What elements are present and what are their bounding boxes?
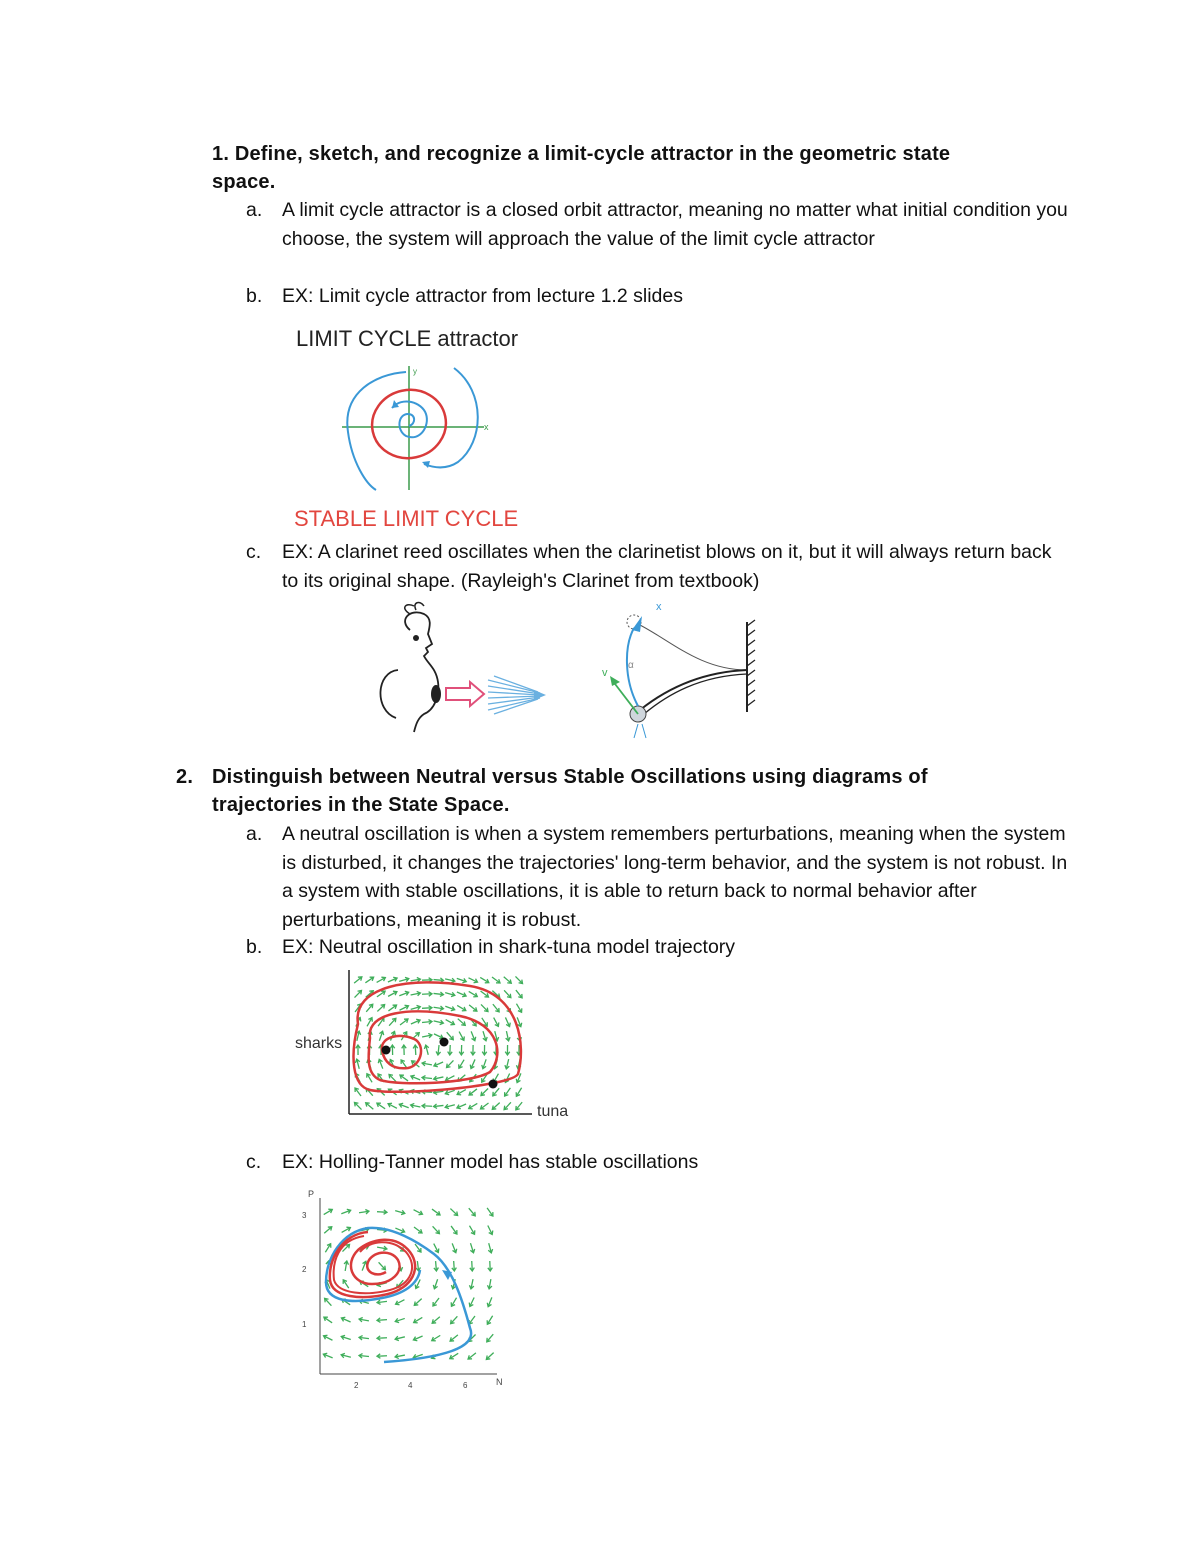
vector-arrow-icon — [422, 1006, 432, 1011]
outer-trajectory-right — [424, 368, 478, 468]
vector-arrow-icon — [486, 1353, 493, 1360]
vector-arrow-icon — [388, 1103, 397, 1108]
vector-arrow-icon — [402, 1045, 407, 1055]
vector-arrow-icon — [366, 1004, 373, 1012]
vector-arrow-icon — [355, 990, 362, 997]
vector-arrow-icon — [359, 1354, 369, 1358]
vector-arrow-icon — [434, 992, 444, 996]
vector-arrow-icon — [395, 1354, 405, 1358]
vector-arrow-icon — [459, 1045, 464, 1055]
vector-arrow-icon — [413, 1045, 418, 1055]
vector-arrow-icon — [446, 1076, 455, 1081]
vector-arrow-icon — [516, 1004, 521, 1013]
vector-arrow-icon — [452, 1261, 457, 1271]
vector-arrow-icon — [377, 1210, 387, 1215]
fig2-x-label: x — [656, 601, 662, 613]
vector-arrow-icon — [359, 1336, 369, 1340]
vector-arrow-icon — [395, 1336, 405, 1340]
vector-arrow-icon — [341, 1317, 350, 1322]
vector-arrow-icon — [459, 1032, 464, 1041]
q2-number: 2. — [176, 766, 194, 788]
eye — [413, 635, 419, 641]
vector-arrow-icon — [434, 1020, 444, 1024]
vector-arrow-icon — [433, 1226, 440, 1233]
clarinet-figure — [370, 600, 770, 745]
vector-arrow-icon — [488, 1243, 492, 1253]
vector-arrow-icon — [505, 1045, 510, 1055]
vector-arrow-icon — [433, 1298, 439, 1306]
vector-arrow-icon — [471, 1045, 476, 1055]
vector-arrow-icon — [434, 1034, 443, 1039]
vector-arrow-icon — [344, 1261, 348, 1271]
vector-arrow-icon — [469, 991, 478, 996]
q1-a-marker: a. — [246, 199, 263, 221]
wall-hatching — [747, 620, 755, 706]
vector-arrow-icon — [378, 1059, 382, 1068]
vector-arrow-icon — [416, 1261, 420, 1271]
fig4-ylabel: P — [308, 1189, 315, 1199]
fig4-ytick: 3 — [302, 1211, 307, 1220]
vector-arrow-icon — [516, 1102, 522, 1110]
vector-arrow-icon — [483, 1031, 487, 1041]
clarinet-diagram — [370, 600, 770, 745]
vector-arrow-icon — [469, 1297, 474, 1306]
vector-arrow-icon — [377, 1354, 387, 1359]
vector-arrow-icon — [447, 1032, 454, 1040]
initial-point — [440, 1038, 449, 1047]
vector-arrow-icon — [481, 1004, 488, 1011]
vector-arrow-icon — [487, 1316, 492, 1324]
vector-arrow-icon — [354, 977, 362, 983]
fig4-xtick: 2 — [354, 1381, 359, 1390]
fig2-alpha-label: α — [628, 660, 634, 671]
vector-arrow-icon — [445, 1104, 455, 1108]
vector-arrow-icon — [492, 1103, 499, 1110]
vector-arrow-icon — [470, 1261, 475, 1271]
vector-arrow-icon — [411, 1075, 420, 1080]
vector-arrow-icon — [457, 1104, 466, 1109]
q2-a-marker: a. — [246, 823, 263, 845]
vector-arrow-icon — [434, 1062, 443, 1067]
vector-arrow-icon — [411, 991, 421, 995]
vector-arrow-icon — [434, 1244, 439, 1253]
vector-arrow-icon — [482, 1045, 487, 1055]
vector-arrow-icon — [447, 1060, 454, 1067]
fig2-v-label: v — [602, 667, 608, 679]
vector-arrow-icon — [324, 1317, 332, 1323]
vector-arrow-icon — [487, 1279, 491, 1289]
vector-arrow-icon — [422, 1061, 432, 1065]
vector-arrow-icon — [411, 1005, 421, 1009]
vector-arrow-icon — [377, 1336, 387, 1341]
vector-arrow-icon — [414, 1317, 423, 1322]
vector-arrow-icon — [388, 1005, 396, 1011]
q2-c-text: EX: Holling-Tanner model has stable oscillations — [282, 1151, 699, 1173]
limit-cycle-figure — [336, 362, 496, 497]
vector-arrow-icon — [505, 1088, 511, 1096]
vector-arrow-icon — [367, 1074, 372, 1083]
head-back — [380, 670, 398, 718]
vector-arrow-icon — [355, 1088, 361, 1096]
vector-arrow-icon — [493, 1004, 499, 1012]
vector-arrow-icon — [468, 1353, 476, 1359]
initial-point — [382, 1046, 391, 1055]
vector-arrow-icon — [481, 1088, 488, 1095]
vector-arrow-icon — [451, 1226, 457, 1234]
vector-arrow-icon — [451, 1298, 456, 1307]
vector-arrow-icon — [388, 977, 397, 982]
vector-arrow-icon — [516, 990, 522, 998]
arrow-icon — [442, 1270, 452, 1280]
q1-c-text: EX: A clarinet reed oscillates when the clarinetist blows on it, but it will always return back to its original shape. (Rayleigh's Clarinet from textbook) — [282, 541, 1052, 592]
outer-trajectory-left — [347, 372, 406, 490]
vector-arrow-icon — [470, 1243, 474, 1253]
holling-tanner-diagram — [292, 1188, 522, 1393]
vector-arrow-icon — [414, 1299, 421, 1306]
vector-arrow-icon — [324, 1227, 332, 1234]
vector-arrow-icon — [450, 1209, 457, 1216]
vector-arrow-icon — [355, 1059, 359, 1069]
vector-arrow-icon — [482, 1059, 486, 1068]
initial-point — [489, 1080, 498, 1089]
holling-tanner-figure — [292, 1188, 522, 1393]
vector-arrow-icon — [471, 1031, 476, 1040]
vector-arrow-icon — [399, 991, 408, 995]
vector-arrow-icon — [469, 1316, 475, 1324]
face-profile — [405, 612, 438, 732]
vector-arrow-icon — [480, 1103, 488, 1109]
mouth — [431, 685, 441, 703]
vector-arrow-icon — [413, 1336, 422, 1341]
vector-arrow-icon — [505, 1017, 510, 1026]
vector-arrow-icon — [377, 977, 386, 982]
vector-arrow-icon — [325, 1298, 332, 1305]
vector-arrow-icon — [457, 992, 466, 997]
vector-arrow-icon — [379, 1031, 383, 1040]
vector-arrow-icon — [494, 1018, 499, 1027]
vector-arrow-icon — [445, 1090, 454, 1094]
vector-arrow-icon — [354, 1102, 361, 1109]
fig1-y-label: y — [413, 367, 417, 376]
vector-arrow-icon — [377, 1246, 387, 1250]
q1-b-marker: b. — [246, 285, 263, 307]
vector-arrow-icon — [516, 1088, 521, 1097]
vector-arrow-icon — [457, 978, 466, 982]
vector-arrow-icon — [414, 1210, 423, 1215]
vector-arrow-icon — [469, 1103, 478, 1108]
vector-arrow-icon — [400, 1075, 408, 1081]
vector-arrow-icon — [324, 1209, 333, 1214]
vector-arrow-icon — [324, 1335, 333, 1340]
vector-arrow-icon — [359, 1210, 369, 1214]
fig1-title: LIMIT CYCLE attractor — [296, 326, 519, 351]
vector-arrow-icon — [432, 1209, 440, 1215]
vector-arrow-icon — [488, 1261, 493, 1271]
tip-motion-lines — [634, 724, 646, 738]
vector-arrow-icon — [432, 1317, 440, 1323]
fig4-xtick: 6 — [463, 1381, 468, 1390]
vector-arrow-icon — [424, 1045, 428, 1055]
vector-arrow-icon — [356, 1045, 361, 1055]
air-stream — [488, 676, 540, 714]
vector-arrow-icon — [341, 1209, 350, 1213]
vector-arrow-icon — [487, 1334, 493, 1342]
vector-arrow-icon — [343, 1280, 349, 1288]
vector-arrow-icon — [399, 1103, 408, 1107]
vector-arrow-icon — [504, 977, 512, 984]
vector-arrow-icon — [506, 1031, 510, 1041]
vector-arrow-icon — [448, 1045, 453, 1055]
vector-arrow-icon — [379, 1262, 386, 1269]
vector-arrow-icon — [470, 1059, 475, 1068]
vector-arrow-icon — [390, 1045, 395, 1055]
fig4-ytick: 1 — [302, 1320, 307, 1329]
vector-arrow-icon — [487, 1297, 492, 1306]
vector-arrow-icon — [341, 1353, 351, 1357]
q2-b-marker: b. — [246, 936, 263, 958]
vector-arrow-icon — [422, 1104, 432, 1109]
vector-arrow-icon — [434, 1006, 444, 1010]
vector-arrow-icon — [450, 1335, 458, 1341]
q1-b-text: EX: Limit cycle attractor from lecture 1.2 slides — [282, 285, 683, 307]
vector-arrow-icon — [395, 1318, 404, 1322]
reed-displaced — [638, 624, 747, 670]
vector-arrow-icon — [411, 1103, 421, 1107]
fig4-xtick: 4 — [408, 1381, 413, 1390]
vector-arrow-icon — [452, 1243, 457, 1252]
vector-arrow-icon — [459, 1060, 464, 1069]
vector-arrow-icon — [468, 978, 477, 983]
vector-arrow-icon — [469, 1089, 477, 1095]
vector-arrow-icon — [505, 1059, 509, 1069]
q2-heading: Distinguish between Neutral versus Stable Oscillations using diagrams of trajectories in the State Space. — [212, 766, 928, 816]
q2-c-marker: c. — [246, 1151, 262, 1173]
vector-arrow-icon — [457, 1090, 466, 1095]
q1-heading: 1. Define, sketch, and recognize a limit-cycle attractor in the geometric state space. — [212, 143, 951, 193]
vector-arrow-icon — [469, 1279, 473, 1289]
vector-arrow-icon — [445, 1006, 454, 1010]
vector-arrow-icon — [434, 1104, 444, 1108]
arrow-icon — [422, 461, 430, 468]
vector-arrow-icon — [377, 1103, 385, 1109]
vector-arrow-icon — [422, 1076, 432, 1080]
vector-arrow-icon — [445, 992, 455, 996]
fig1-caption: STABLE LIMIT CYCLE — [294, 506, 519, 531]
vector-arrow-icon — [365, 977, 373, 983]
vector-arrow-icon — [389, 1074, 396, 1081]
vector-arrow-icon — [469, 1208, 475, 1216]
vector-arrow-icon — [325, 1244, 330, 1252]
vector-arrow-icon — [400, 1005, 409, 1010]
vector-arrow-icon — [389, 1018, 396, 1025]
vector-arrow-icon — [436, 1045, 440, 1055]
q1-a-text: A limit cycle attractor is a closed orbit attractor, meaning no matter what initial condition you choose, the system will approach the value of the limit cycle attractor — [282, 199, 1068, 250]
vector-arrow-icon — [433, 1279, 437, 1288]
vector-arrow-icon — [434, 1076, 444, 1080]
vector-arrow-icon — [422, 1033, 432, 1037]
q1-c-marker: c. — [246, 541, 262, 563]
vector-arrow-icon — [432, 1335, 441, 1340]
vector-arrow-icon — [469, 1226, 474, 1235]
vector-arrow-icon — [434, 1261, 439, 1271]
vector-arrow-icon — [457, 1005, 466, 1010]
vector-arrow-icon — [451, 1316, 458, 1323]
vector-arrow-icon — [323, 1353, 332, 1358]
vector-arrow-icon — [450, 1353, 458, 1359]
vector-arrow-icon — [342, 1227, 351, 1232]
fig3-ylabel: sharks — [295, 1035, 343, 1052]
vector-arrow-icon — [401, 1060, 407, 1068]
fig4-xlabel: N — [496, 1377, 503, 1387]
arc-arrow-icon — [632, 616, 642, 632]
vector-arrow-icon — [493, 1088, 499, 1096]
vector-arrow-icon — [399, 977, 409, 981]
vector-arrow-icon — [377, 1005, 384, 1012]
limit-cycle-diagram — [336, 362, 496, 497]
vector-arrow-icon — [480, 977, 489, 982]
vector-arrow-icon — [492, 977, 500, 983]
vector-arrow-icon — [504, 990, 511, 997]
vector-arrow-icon — [422, 1020, 432, 1024]
vector-arrow-icon — [515, 976, 522, 983]
vector-arrow-icon — [411, 1019, 420, 1024]
vector-arrow-icon — [395, 1210, 405, 1214]
velocity-arrow-icon — [610, 676, 620, 686]
vector-arrow-icon — [366, 1103, 374, 1109]
vector-arrow-icon — [487, 1208, 493, 1216]
vector-arrow-icon — [488, 1226, 493, 1235]
vector-arrow-icon — [446, 1020, 455, 1025]
fig3-xlabel: tuna — [537, 1103, 569, 1120]
vector-arrow-icon — [359, 1317, 369, 1321]
vector-arrow-icon — [414, 1227, 422, 1233]
vector-arrow-icon — [458, 1019, 465, 1026]
vector-arrow-icon — [377, 1318, 387, 1323]
vector-arrow-icon — [396, 1300, 405, 1305]
vector-arrow-icon — [341, 1335, 351, 1339]
fig4-ytick: 2 — [302, 1265, 307, 1274]
q2-b-text: EX: Neutral oscillation in shark-tuna model trajectory — [282, 936, 736, 958]
fig1-x-label: x — [484, 422, 489, 432]
vector-arrow-icon — [400, 1019, 408, 1025]
vector-arrow-icon — [504, 1102, 511, 1109]
vector-arrow-icon — [377, 1300, 387, 1304]
q2-a-text: A neutral oscillation is when a system remembers perturbations, meaning when the system is disturbed, it changes the trajectories' long-term behavior, and the system is not robust. In a system with stable oscillations, it is able to return back to normal behavior after perturbations, meaning it is robust. — [282, 823, 1068, 931]
vector-arrow-icon — [422, 992, 432, 997]
vector-arrow-icon — [388, 991, 397, 996]
air-arrow-icon — [446, 682, 484, 706]
vector-arrow-icon — [469, 1005, 477, 1011]
